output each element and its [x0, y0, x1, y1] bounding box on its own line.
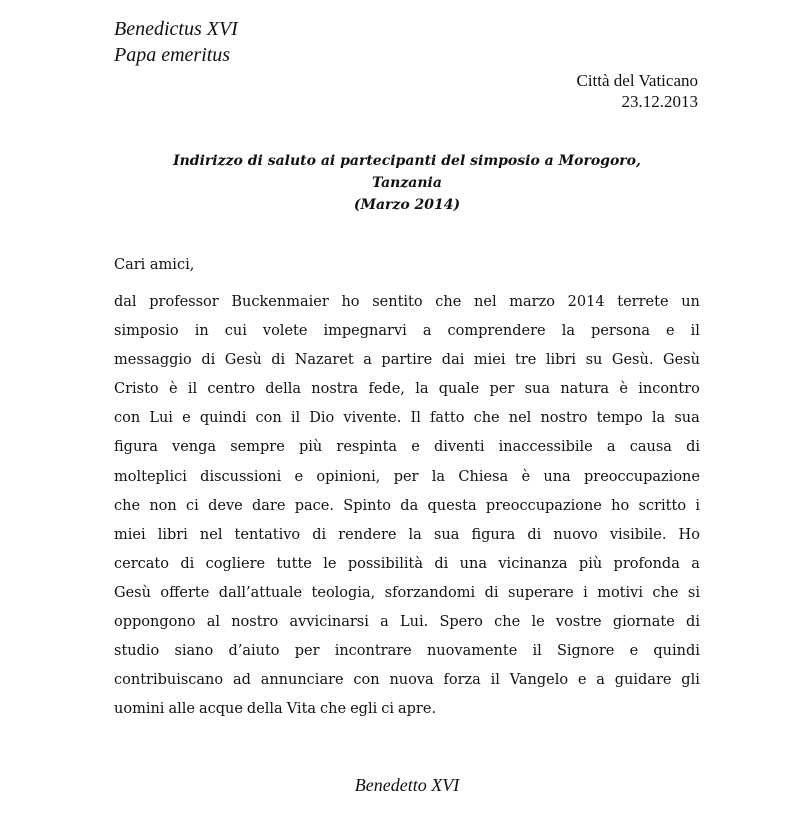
- heading-line-3: (Marzo 2014): [353, 197, 461, 213]
- sender-name: Benedictus XVI: [114, 18, 238, 40]
- body-line: figura venga sempre più respinta e diventi inaccessibile a causa di: [114, 439, 700, 456]
- letter-body: [114, 291, 700, 727]
- letterhead: [114, 16, 238, 68]
- body-line: miei libri nel tentativo di rendere la sua figura di nuovo visibile. Ho: [114, 526, 700, 543]
- letter-date: 23.12.2013: [621, 92, 698, 111]
- body-line: uomini alle acque della Vita che egli ci apre.: [114, 701, 437, 718]
- heading-line-1: Indirizzo di saluto ai partecipanti del simposio a Morogoro,: [173, 153, 641, 169]
- body-line: dal professor Buckenmaier ho sentito che nel marzo 2014 terrete un: [114, 294, 700, 310]
- body-line: oppongono al nostro avvicinarsi a Lui. Spero che le vostre giornate di: [114, 614, 700, 631]
- body-line: molteplici discussioni e opinioni, per la Chiesa è una preoccupazione: [114, 468, 700, 485]
- body-line: contribuiscano ad annunciare con nuova forza il Vangelo e a guidare gli: [114, 672, 700, 689]
- body-line: con Lui e quindi con il Dio vivente. Il fatto che nel nostro tempo la sua: [114, 410, 700, 427]
- signature: Benedetto XVI: [354, 775, 460, 795]
- body-line: messaggio di Gesù di Nazaret a partire dai miei tre libri su Gesù. Gesù: [114, 352, 700, 369]
- heading-line-2: Tanzania: [372, 175, 442, 191]
- salutation: Cari amici,: [114, 257, 195, 273]
- body-line: Gesù offerte dall’attuale teologia, sforzandomi di superare i motivi che si: [114, 584, 700, 601]
- body-line: simposio in cui volete impegnarvi a comprendere la persona e il: [114, 323, 700, 340]
- place-date-block: [577, 70, 699, 112]
- sender-title: Papa emeritus: [114, 44, 231, 66]
- body-line: Cristo è il centro della nostra fede, la quale per sua natura è incontro: [114, 381, 700, 398]
- letter-place: Città del Vaticano: [576, 71, 698, 90]
- body-line: che non ci deve dare pace. Spinto da questa preoccupazione ho scritto i: [114, 497, 700, 514]
- body-line: cercato di cogliere tutte le possibilità di una vicinanza più profonda a: [114, 555, 700, 572]
- body-line: studio siano d’aiuto per incontrare nuovamente il Signore e quindi: [114, 643, 700, 660]
- letter-heading: [114, 150, 700, 216]
